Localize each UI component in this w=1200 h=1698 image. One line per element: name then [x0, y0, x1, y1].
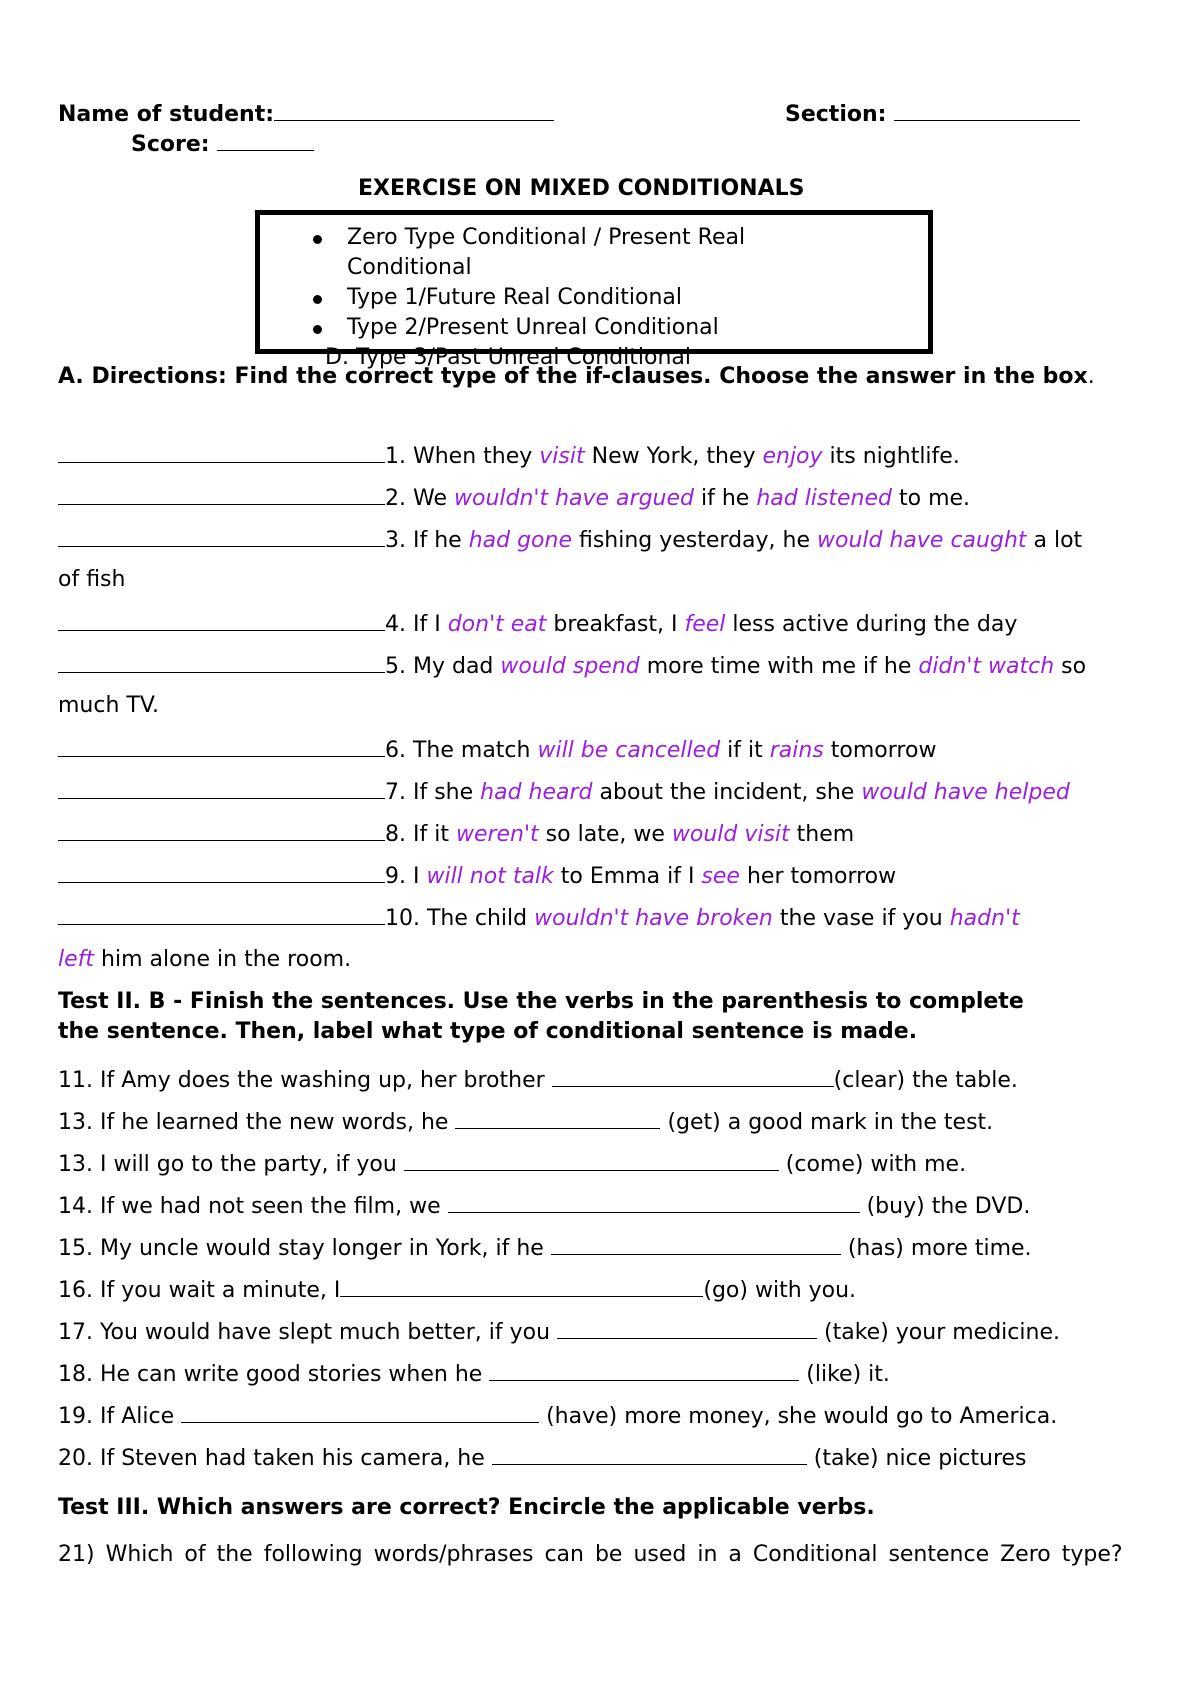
conditional-types-box	[255, 210, 933, 370]
box-item: D. Type 3/Past Unreal Conditional	[325, 345, 692, 370]
exercise-item	[58, 860, 896, 891]
score-line	[131, 128, 314, 159]
item-text: 10. The child	[385, 906, 535, 931]
section-line	[785, 98, 1080, 129]
verb-phrase: will not talk	[426, 864, 554, 889]
item-text: less active during the day	[725, 612, 1018, 637]
exercise-item	[58, 776, 1070, 807]
verb-phrase: hadn't	[949, 906, 1020, 931]
item-text: (buy) the DVD.	[859, 1194, 1031, 1219]
verb-phrase: visit	[539, 444, 585, 469]
item-text: 6. The match	[385, 738, 538, 763]
verb-phrase: wouldn't have broken	[534, 906, 773, 931]
item-text: so late, we	[538, 822, 672, 847]
section-label: Section:	[785, 102, 887, 127]
score-label: Score:	[131, 132, 210, 157]
item-text: so	[1054, 654, 1087, 679]
item-text: fishing yesterday, he	[571, 528, 818, 553]
item-text: 20. If Steven had taken his camera, he	[58, 1446, 492, 1471]
box-item: Conditional	[347, 255, 472, 280]
item-text: a lot	[1026, 528, 1083, 553]
verb-phrase: would visit	[671, 822, 790, 847]
fill-in-item	[58, 1442, 1027, 1473]
part-b-heading-line1: Test II. B - Finish the sentences. Use the verbs in the parenthesis to complete	[58, 989, 1024, 1014]
verb-phrase: would spend	[500, 654, 640, 679]
exercise-item	[58, 524, 1082, 555]
part-c-heading: Test III. Which answers are correct? Encircle the applicable verbs.	[58, 1495, 875, 1520]
answer-blank[interactable]	[181, 1400, 539, 1423]
answer-blank[interactable]	[58, 440, 385, 463]
item-text: its nightlife.	[822, 444, 960, 469]
answer-blank[interactable]	[58, 482, 385, 505]
item-text: 3. If he	[385, 528, 469, 553]
verb-phrase: weren't	[455, 822, 539, 847]
fill-in-item	[58, 1106, 993, 1137]
item-text: 8. If it	[385, 822, 456, 847]
verb-phrase: wouldn't have argued	[453, 486, 694, 511]
item-text: 11. If Amy does the washing up, her brother	[58, 1068, 552, 1093]
item-text: 13. If he learned the new words, he	[58, 1110, 456, 1135]
answer-blank[interactable]	[58, 776, 385, 799]
fill-in-item	[58, 1358, 890, 1389]
item-text: (come) with me.	[778, 1152, 967, 1177]
exercise-item	[58, 440, 960, 471]
verb-phrase: feel	[684, 612, 726, 637]
fill-in-item	[58, 1400, 1057, 1431]
fill-in-item	[58, 1274, 856, 1305]
verb-phrase: didn't watch	[918, 654, 1055, 679]
item-text: (get) a good mark in the test.	[660, 1110, 994, 1135]
item-text: 7. If she	[385, 780, 481, 805]
verb-phrase: would have caught	[817, 528, 1027, 553]
bullet-icon	[313, 295, 322, 304]
item-text: the vase if you	[772, 906, 950, 931]
answer-blank[interactable]	[340, 1274, 703, 1297]
part-b-heading-line2: the sentence. Then, label what type of conditional sentence is made.	[58, 1019, 918, 1044]
item-text: 18. He can write good stories when he	[58, 1362, 490, 1387]
item-text: about the incident, she	[592, 780, 862, 805]
name-blank[interactable]	[274, 98, 554, 121]
item-text: 14. If we had not seen the film, we	[58, 1194, 448, 1219]
item-text: them	[789, 822, 855, 847]
answer-blank[interactable]	[552, 1064, 834, 1087]
item-text: to Emma if I	[553, 864, 702, 889]
answer-blank[interactable]	[404, 1148, 779, 1171]
item-text: if it	[720, 738, 770, 763]
answer-blank[interactable]	[58, 650, 385, 673]
fill-in-item	[58, 1064, 1018, 1095]
verb-phrase: rains	[769, 738, 824, 763]
item-text: New York, they	[584, 444, 763, 469]
item-text: 19. If Alice	[58, 1404, 182, 1429]
exercise-item	[58, 902, 1020, 933]
item-continuation: much TV.	[58, 693, 160, 718]
answer-blank[interactable]	[58, 902, 385, 925]
verb-phrase: will be cancelled	[537, 738, 721, 763]
verb-phrase: had listened	[756, 486, 892, 511]
conditional-types-list	[260, 215, 928, 373]
exercise-item	[58, 608, 1017, 639]
item-10-continuation: left him alone in the room.	[58, 947, 352, 972]
verb-phrase: would have helped	[861, 780, 1070, 805]
item-text: 13. I will go to the party, if you	[58, 1152, 404, 1177]
answer-blank[interactable]	[58, 734, 385, 757]
answer-blank[interactable]	[455, 1106, 660, 1129]
verb-phrase: see	[701, 864, 740, 889]
item-text: 5. My dad	[385, 654, 501, 679]
item-text: (take) nice pictures	[806, 1446, 1027, 1471]
page-title: EXERCISE ON MIXED CONDITIONALS	[358, 176, 805, 201]
bullet-icon	[313, 235, 322, 244]
verb-phrase: had gone	[468, 528, 572, 553]
item-text: 2. We	[385, 486, 454, 511]
question-21: 21) Which of the following words/phrases can be used in a Conditional sentence Zero type?	[58, 1542, 1123, 1567]
box-item: Type 1/Future Real Conditional	[260, 283, 928, 313]
item-text: 16. If you wait a minute, I	[58, 1278, 341, 1303]
item-text: her tomorrow	[739, 864, 897, 889]
name-label: Name of student:	[58, 102, 275, 127]
exercise-item	[58, 482, 970, 513]
answer-blank[interactable]	[492, 1442, 807, 1465]
part-a-directions: A. Directions: Find the correct type of the if-clauses. Choose the answer in the box.	[58, 364, 1095, 389]
fill-in-item	[58, 1148, 966, 1179]
item-text: (like) it.	[799, 1362, 890, 1387]
box-item: Type 2/Present Unreal Conditional	[260, 313, 928, 343]
item-text: 15. My uncle would stay longer in York, if he	[58, 1236, 551, 1261]
exercise-item	[58, 734, 936, 765]
answer-blank[interactable]	[58, 860, 385, 883]
item-text: 17. You would have slept much better, if you	[58, 1320, 558, 1345]
item-text: (clear) the table.	[833, 1068, 1018, 1093]
exercise-item	[58, 818, 854, 849]
answer-blank[interactable]	[58, 818, 385, 841]
item-text: 4. If I	[385, 612, 448, 637]
fill-in-item	[58, 1232, 1032, 1263]
answer-blank[interactable]	[557, 1316, 817, 1339]
score-blank[interactable]	[217, 128, 314, 151]
item-text: (take) your medicine.	[817, 1320, 1060, 1345]
item-text: tomorrow	[823, 738, 937, 763]
verb-phrase: had heard	[480, 780, 593, 805]
item-text: (have) more money, she would go to America.	[539, 1404, 1058, 1429]
item-text: breakfast, I	[546, 612, 685, 637]
answer-blank[interactable]	[551, 1232, 841, 1255]
answer-blank[interactable]	[448, 1190, 860, 1213]
box-item: Zero Type Conditional / Present Real	[260, 223, 928, 253]
item-text: 9. I	[385, 864, 427, 889]
answer-blank[interactable]	[58, 608, 385, 631]
item-text: more time with me if he	[639, 654, 919, 679]
item-text: if he	[693, 486, 757, 511]
section-blank[interactable]	[894, 98, 1080, 121]
answer-blank[interactable]	[58, 524, 385, 547]
verb-phrase: enjoy	[762, 444, 823, 469]
fill-in-item	[58, 1190, 1030, 1221]
item-continuation: of fish	[58, 567, 126, 592]
item-text: (go) with you.	[703, 1278, 857, 1303]
answer-blank[interactable]	[489, 1358, 799, 1381]
bullet-icon	[313, 325, 322, 334]
fill-in-item	[58, 1316, 1060, 1347]
item-text: to me.	[892, 486, 971, 511]
name-of-student-line	[58, 98, 554, 129]
exercise-item	[58, 650, 1086, 681]
item-text: (has) more time.	[840, 1236, 1032, 1261]
verb-phrase: don't eat	[447, 612, 547, 637]
item-text: 1. When they	[385, 444, 540, 469]
